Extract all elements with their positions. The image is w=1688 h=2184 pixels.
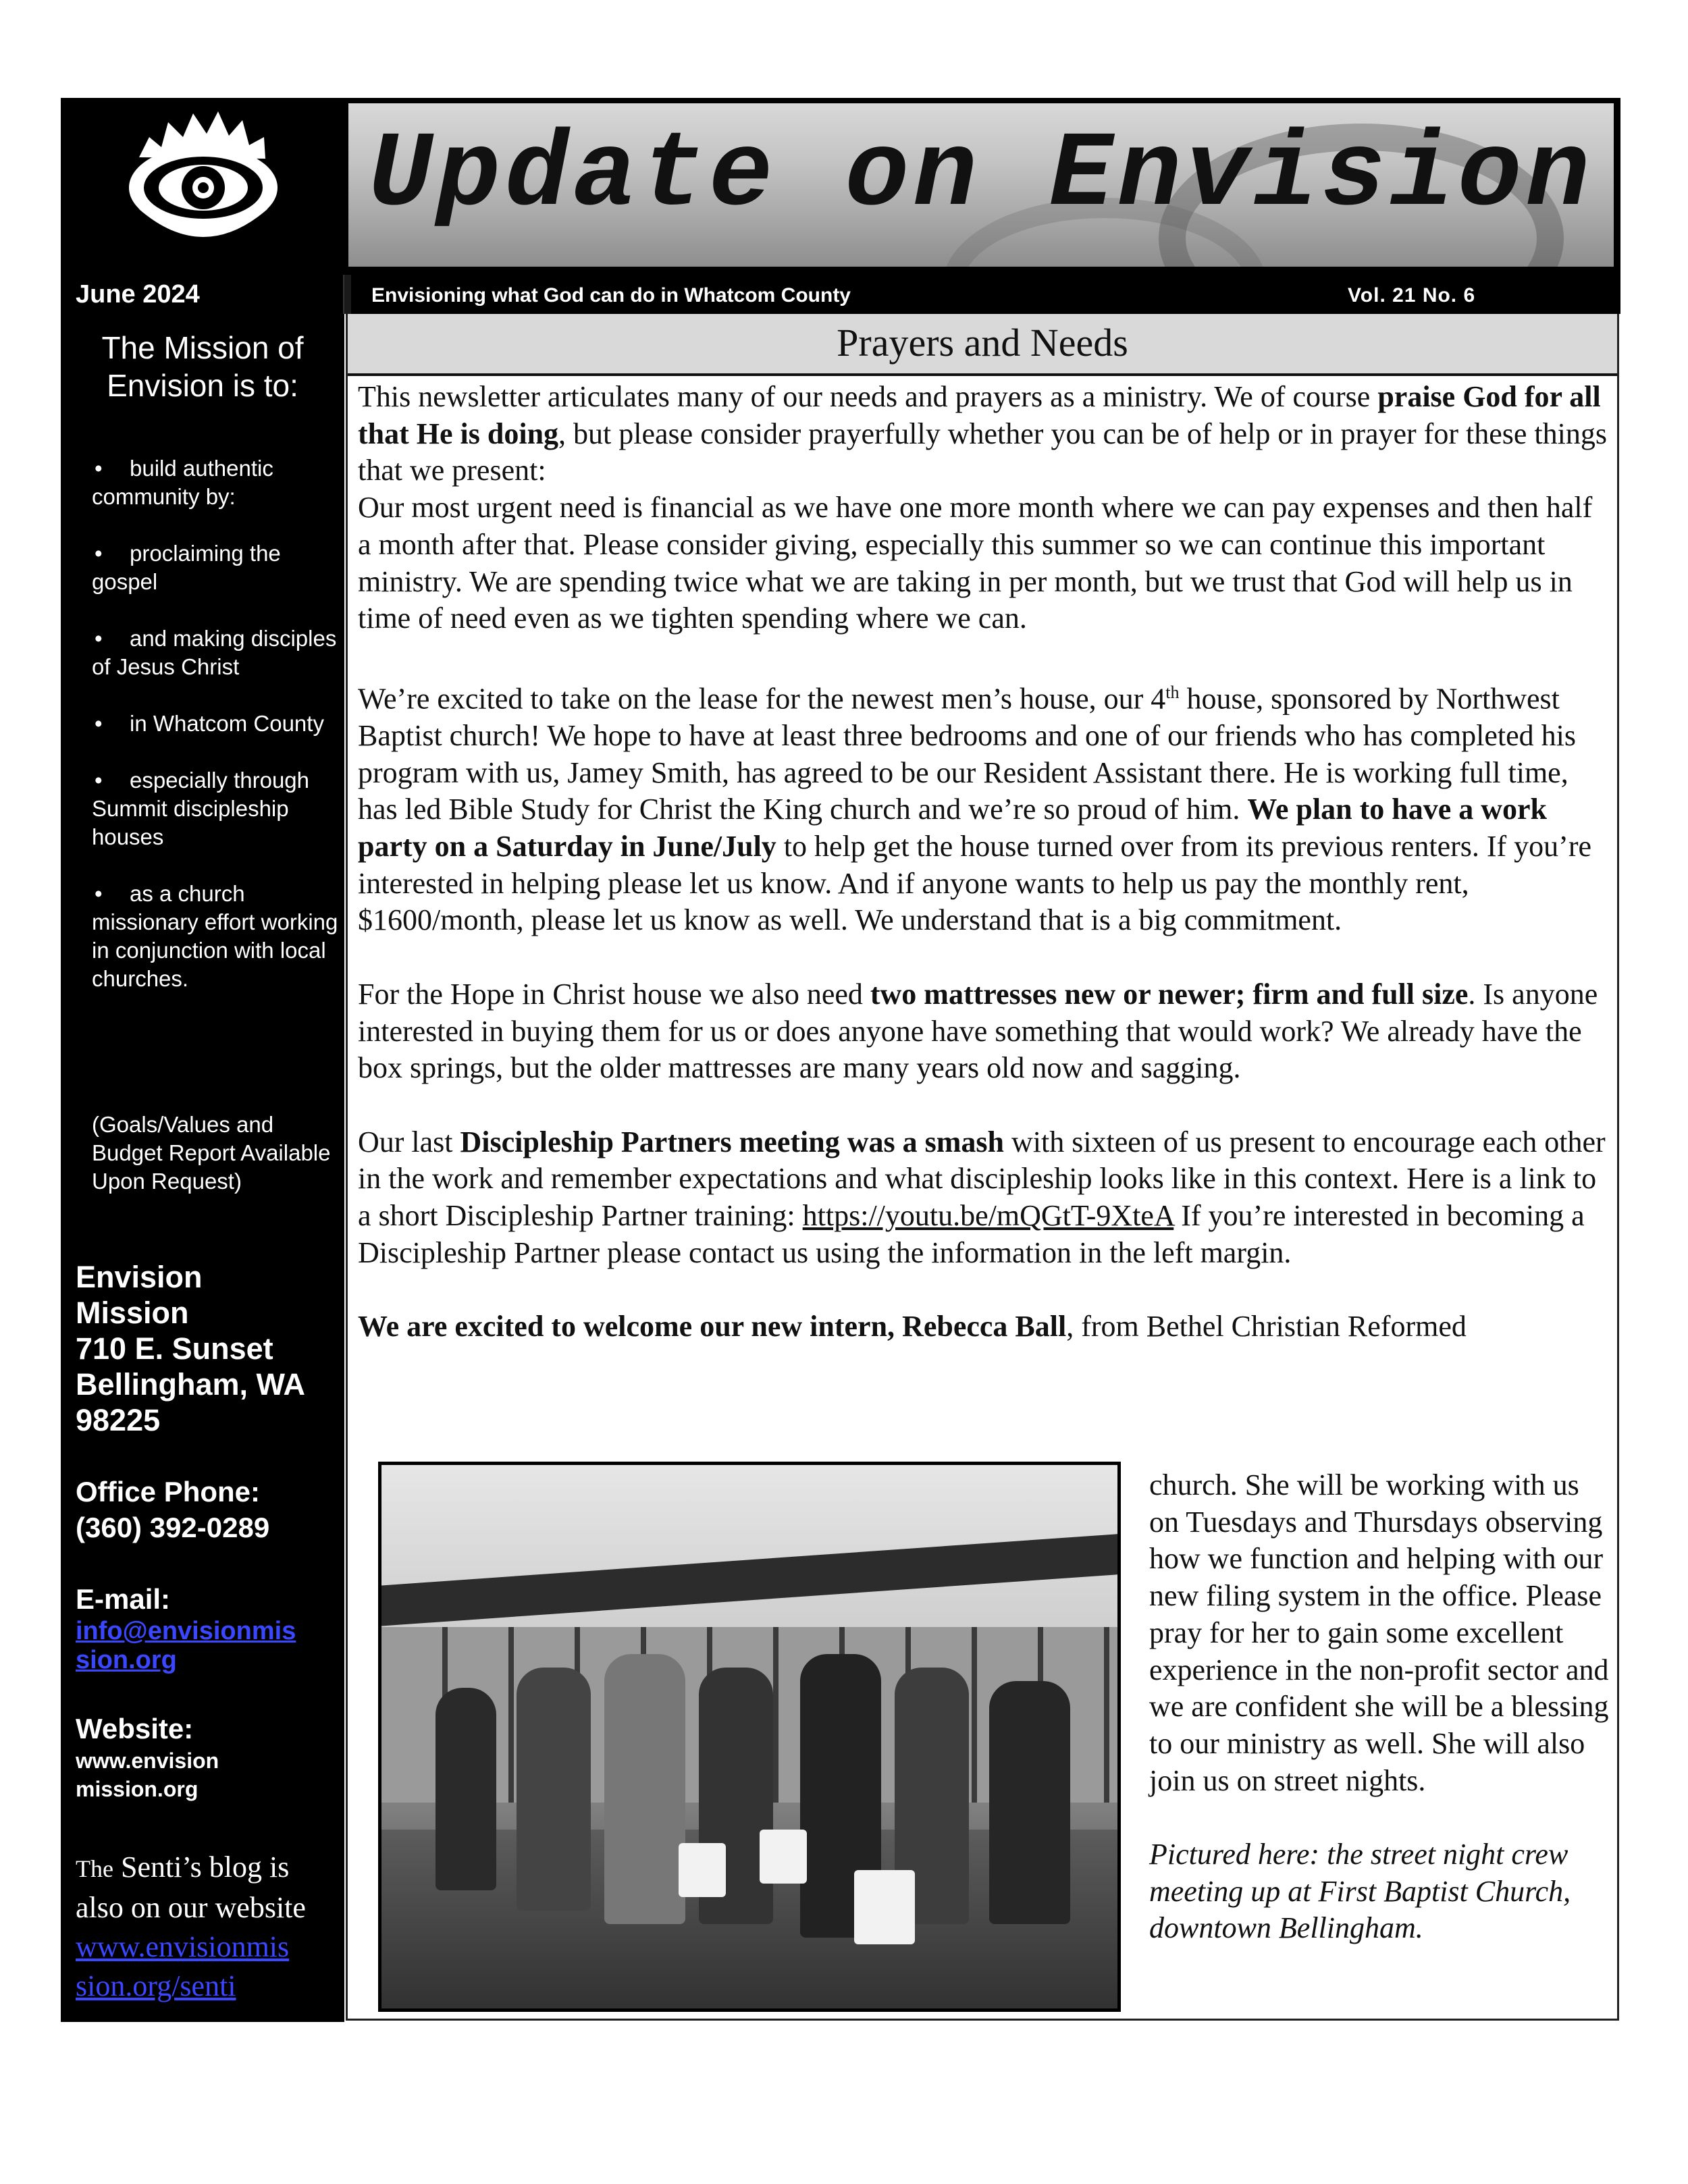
article-body — [358, 379, 1612, 1346]
mission-list — [92, 454, 342, 1021]
mission-item: • as a church missionary effort working in conjunction with local churches. — [92, 881, 338, 991]
paragraph-mens-house: We’re excited to take on the lease for the newest men’s house, our 4th house, sponsored by Northwest Baptist church! We hope to have at least three bedrooms and one of our friends who has completed his program with us, Jamey Smith, has agreed to be our Resident Assistant there. He is working full time, has led Bible Study for Christ the King church and we’re so proud of him. We plan to have a work party on a Saturday in June/July to help get the house turned over from its previous renters. If you’re interested in helping please let us know. And if anyone wants to help us pay the monthly rent, $1600/month, please let us know as well. We understand that is a big commitment. — [358, 682, 1592, 937]
paragraph-financial: Our most urgent need is financial as we have one more month where we can pay expenses and then half a month after that. Please consider giving, especially this summer so we can continue this important ministry. We are spending twice what we are taking in per month, but we trust that God will help us in time of need even as we tighten spending where we can. — [358, 491, 1593, 635]
bullet-icon: • — [95, 768, 103, 793]
tagline: Envisioning what God can do in Whatcom County — [371, 284, 851, 307]
paragraph-intern-continued: church. She will be working with us on Tuesdays and Thursdays observing how we function and helping with our new filing system in the office. Please pray for her to gain some excellent experience in the non-profit sector and we are confident she will be a blessing to our ministry as well. She will also join us on street nights. — [1149, 1468, 1609, 1797]
volume-number: Vol. 21 No. 6 — [1348, 284, 1476, 307]
newsletter-title: Update on Envision — [368, 115, 1594, 236]
zip-code: 98225 — [76, 1403, 161, 1437]
sidebar — [61, 314, 344, 2022]
phone-number: (360) 392-0289 — [76, 1512, 270, 1543]
mission-item: • proclaiming the gospel — [92, 541, 281, 594]
bullet-icon: • — [95, 881, 103, 906]
org-name-line2: Mission — [76, 1296, 189, 1330]
envision-eye-logo-icon — [61, 98, 346, 272]
mission-item: • build authentic community by: — [92, 456, 273, 509]
intern-wrap-text — [1149, 1467, 1615, 1947]
blog-link[interactable]: www.envisionmis sion.org/senti — [76, 1930, 290, 2002]
issue-info-bar — [61, 275, 1620, 314]
photo-caption: Pictured here: the street night crew meeting up at First Baptist Church, downtown Bellingham. — [1149, 1838, 1571, 1945]
logo-box — [61, 98, 346, 272]
mission-heading: The Mission of Envision is to: — [101, 330, 304, 403]
paragraph-mattresses: For the Hope in Christ house we also need two mattresses new or newer; firm and full size. Is anyone interested in buying them for us or does anyone have something that would work? We already have the box springs, but the older mattresses are many years old now and sagging. — [358, 977, 1598, 1085]
paragraph-discipleship: Our last Discipleship Partners meeting was a smash with sixteen of us present to encourage each other in the work and remember expectations and what discipleship looks like in this context. Here is a link to a short Discipleship Partner training: https://youtu.be/mQGtT-9XteA If you’re interested in becoming a Discipleship Partner please contact us using the information in the left margin. — [358, 1125, 1606, 1269]
mission-item: • especially through Summit discipleship houses — [92, 768, 309, 849]
bullet-icon: • — [95, 541, 103, 566]
contact-info — [76, 1259, 339, 1803]
email-link[interactable]: info@envisionmis sion.org — [76, 1617, 296, 1674]
email-label: E-mail: — [76, 1583, 171, 1615]
street-address: 710 E. Sunset — [76, 1331, 273, 1366]
blog-note: The Senti’s blog is also on our website www.envisionmis sion.org/senti — [76, 1850, 306, 2002]
bullet-icon: • — [95, 626, 103, 651]
paragraph-intro: This newsletter articulates many of our needs and prayers as a ministry. We of course praise God for all that He is doing, but please consider prayerfully whether you can be of help or in prayer for these things that we present: — [358, 380, 1607, 487]
website-address: www.envision mission.org — [76, 1749, 219, 1801]
title-banner — [348, 103, 1614, 267]
mission-item: • and making disciples of Jesus Christ — [92, 626, 337, 679]
org-name-line1: Envision — [76, 1260, 203, 1294]
street-night-crew-photo — [378, 1462, 1121, 2012]
mission-item: • in Whatcom County — [92, 710, 342, 738]
main-column — [346, 314, 1619, 2021]
bullet-icon: • — [95, 711, 103, 736]
bullet-icon: • — [95, 456, 103, 481]
section-title: Prayers and Needs — [348, 314, 1617, 376]
issue-date: June 2024 — [76, 280, 200, 309]
masthead — [61, 98, 1620, 314]
website-label: Website: — [76, 1713, 194, 1744]
goals-note: (Goals/Values and Budget Report Available Upon Request) — [92, 1112, 331, 1194]
training-video-link[interactable]: https://youtu.be/mQGtT-9XteA — [802, 1199, 1174, 1233]
phone-label: Office Phone: — [76, 1476, 261, 1508]
city-state: Bellingham, WA — [76, 1367, 306, 1402]
bar-divider — [343, 275, 351, 314]
paragraph-intern: We are excited to welcome our new intern, Rebecca Ball, from Bethel Christian Reformed — [358, 1310, 1467, 1343]
